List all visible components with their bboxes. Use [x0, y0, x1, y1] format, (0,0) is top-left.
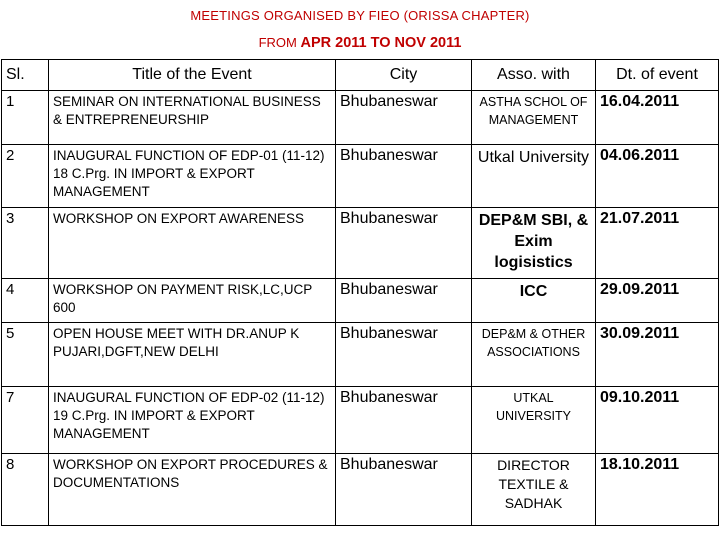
- cell-asso: ICC: [472, 279, 596, 323]
- cell-date: 16.04.2011: [596, 91, 719, 145]
- cell-sl: 5: [2, 323, 49, 387]
- table-row: [2, 323, 719, 387]
- cell-date: 21.07.2011: [596, 208, 719, 279]
- column-header-sl: Sl.: [2, 60, 49, 91]
- table-row: [2, 279, 719, 323]
- table-row: [2, 145, 719, 208]
- cell-date: 18.10.2011: [596, 454, 719, 526]
- cell-date: 29.09.2011: [596, 279, 719, 323]
- subtitle-date-range: APR 2011 TO NOV 2011: [300, 35, 462, 51]
- cell-title: SEMINAR ON INTERNATIONAL BUSINESS & ENTREPRENEURSHIP: [49, 91, 336, 145]
- page-subtitle: [0, 35, 720, 51]
- cell-asso: UTKAL UNIVERSITY: [472, 387, 596, 454]
- cell-date: 09.10.2011: [596, 387, 719, 454]
- cell-title: INAUGURAL FUNCTION OF EDP-01 (11-12) 18 C.Prg. IN IMPORT & EXPORT MANAGEMENT: [49, 145, 336, 208]
- table-row: [2, 454, 719, 526]
- cell-asso: DEP&M & OTHER ASSOCIATIONS: [472, 323, 596, 387]
- cell-title: INAUGURAL FUNCTION OF EDP-02 (11-12) 19 C.Prg. IN IMPORT & EXPORT MANAGEMENT: [49, 387, 336, 454]
- cell-date: 30.09.2011: [596, 323, 719, 387]
- cell-title: WORKSHOP ON EXPORT AWARENESS: [49, 208, 336, 279]
- cell-date: 04.06.2011: [596, 145, 719, 208]
- table-header-row: [2, 60, 719, 91]
- cell-city: Bhubaneswar: [336, 279, 472, 323]
- cell-city: Bhubaneswar: [336, 323, 472, 387]
- cell-asso: Utkal University: [472, 145, 596, 208]
- cell-city: Bhubaneswar: [336, 145, 472, 208]
- table-row: [2, 91, 719, 145]
- table-row: [2, 387, 719, 454]
- cell-city: Bhubaneswar: [336, 387, 472, 454]
- cell-sl: 2: [2, 145, 49, 208]
- cell-title: WORKSHOP ON PAYMENT RISK,LC,UCP 600: [49, 279, 336, 323]
- column-header-date: Dt. of event: [596, 60, 719, 91]
- cell-sl: 4: [2, 279, 49, 323]
- table-row: [2, 208, 719, 279]
- cell-asso: DEP&M SBI, & Exim logisistics: [472, 208, 596, 279]
- subtitle-prefix: FROM: [258, 35, 297, 50]
- cell-sl: 3: [2, 208, 49, 279]
- cell-sl: 8: [2, 454, 49, 526]
- column-header-asso: Asso. with: [472, 60, 596, 91]
- column-header-title: Title of the Event: [49, 60, 336, 91]
- events-table: [1, 59, 719, 526]
- cell-city: Bhubaneswar: [336, 91, 472, 145]
- cell-title: OPEN HOUSE MEET WITH DR.ANUP K PUJARI,DGFT,NEW DELHI: [49, 323, 336, 387]
- column-header-city: City: [336, 60, 472, 91]
- cell-title: WORKSHOP ON EXPORT PROCEDURES & DOCUMENTATIONS: [49, 454, 336, 526]
- page-title: MEETINGS ORGANISED BY FIEO (ORISSA CHAPTER): [190, 8, 530, 23]
- cell-city: Bhubaneswar: [336, 454, 472, 526]
- cell-asso: DIRECTOR TEXTILE & SADHAK: [472, 454, 596, 526]
- cell-sl: 1: [2, 91, 49, 145]
- cell-asso: ASTHA SCHOL OF MANAGEMENT: [472, 91, 596, 145]
- cell-city: Bhubaneswar: [336, 208, 472, 279]
- cell-sl: 7: [2, 387, 49, 454]
